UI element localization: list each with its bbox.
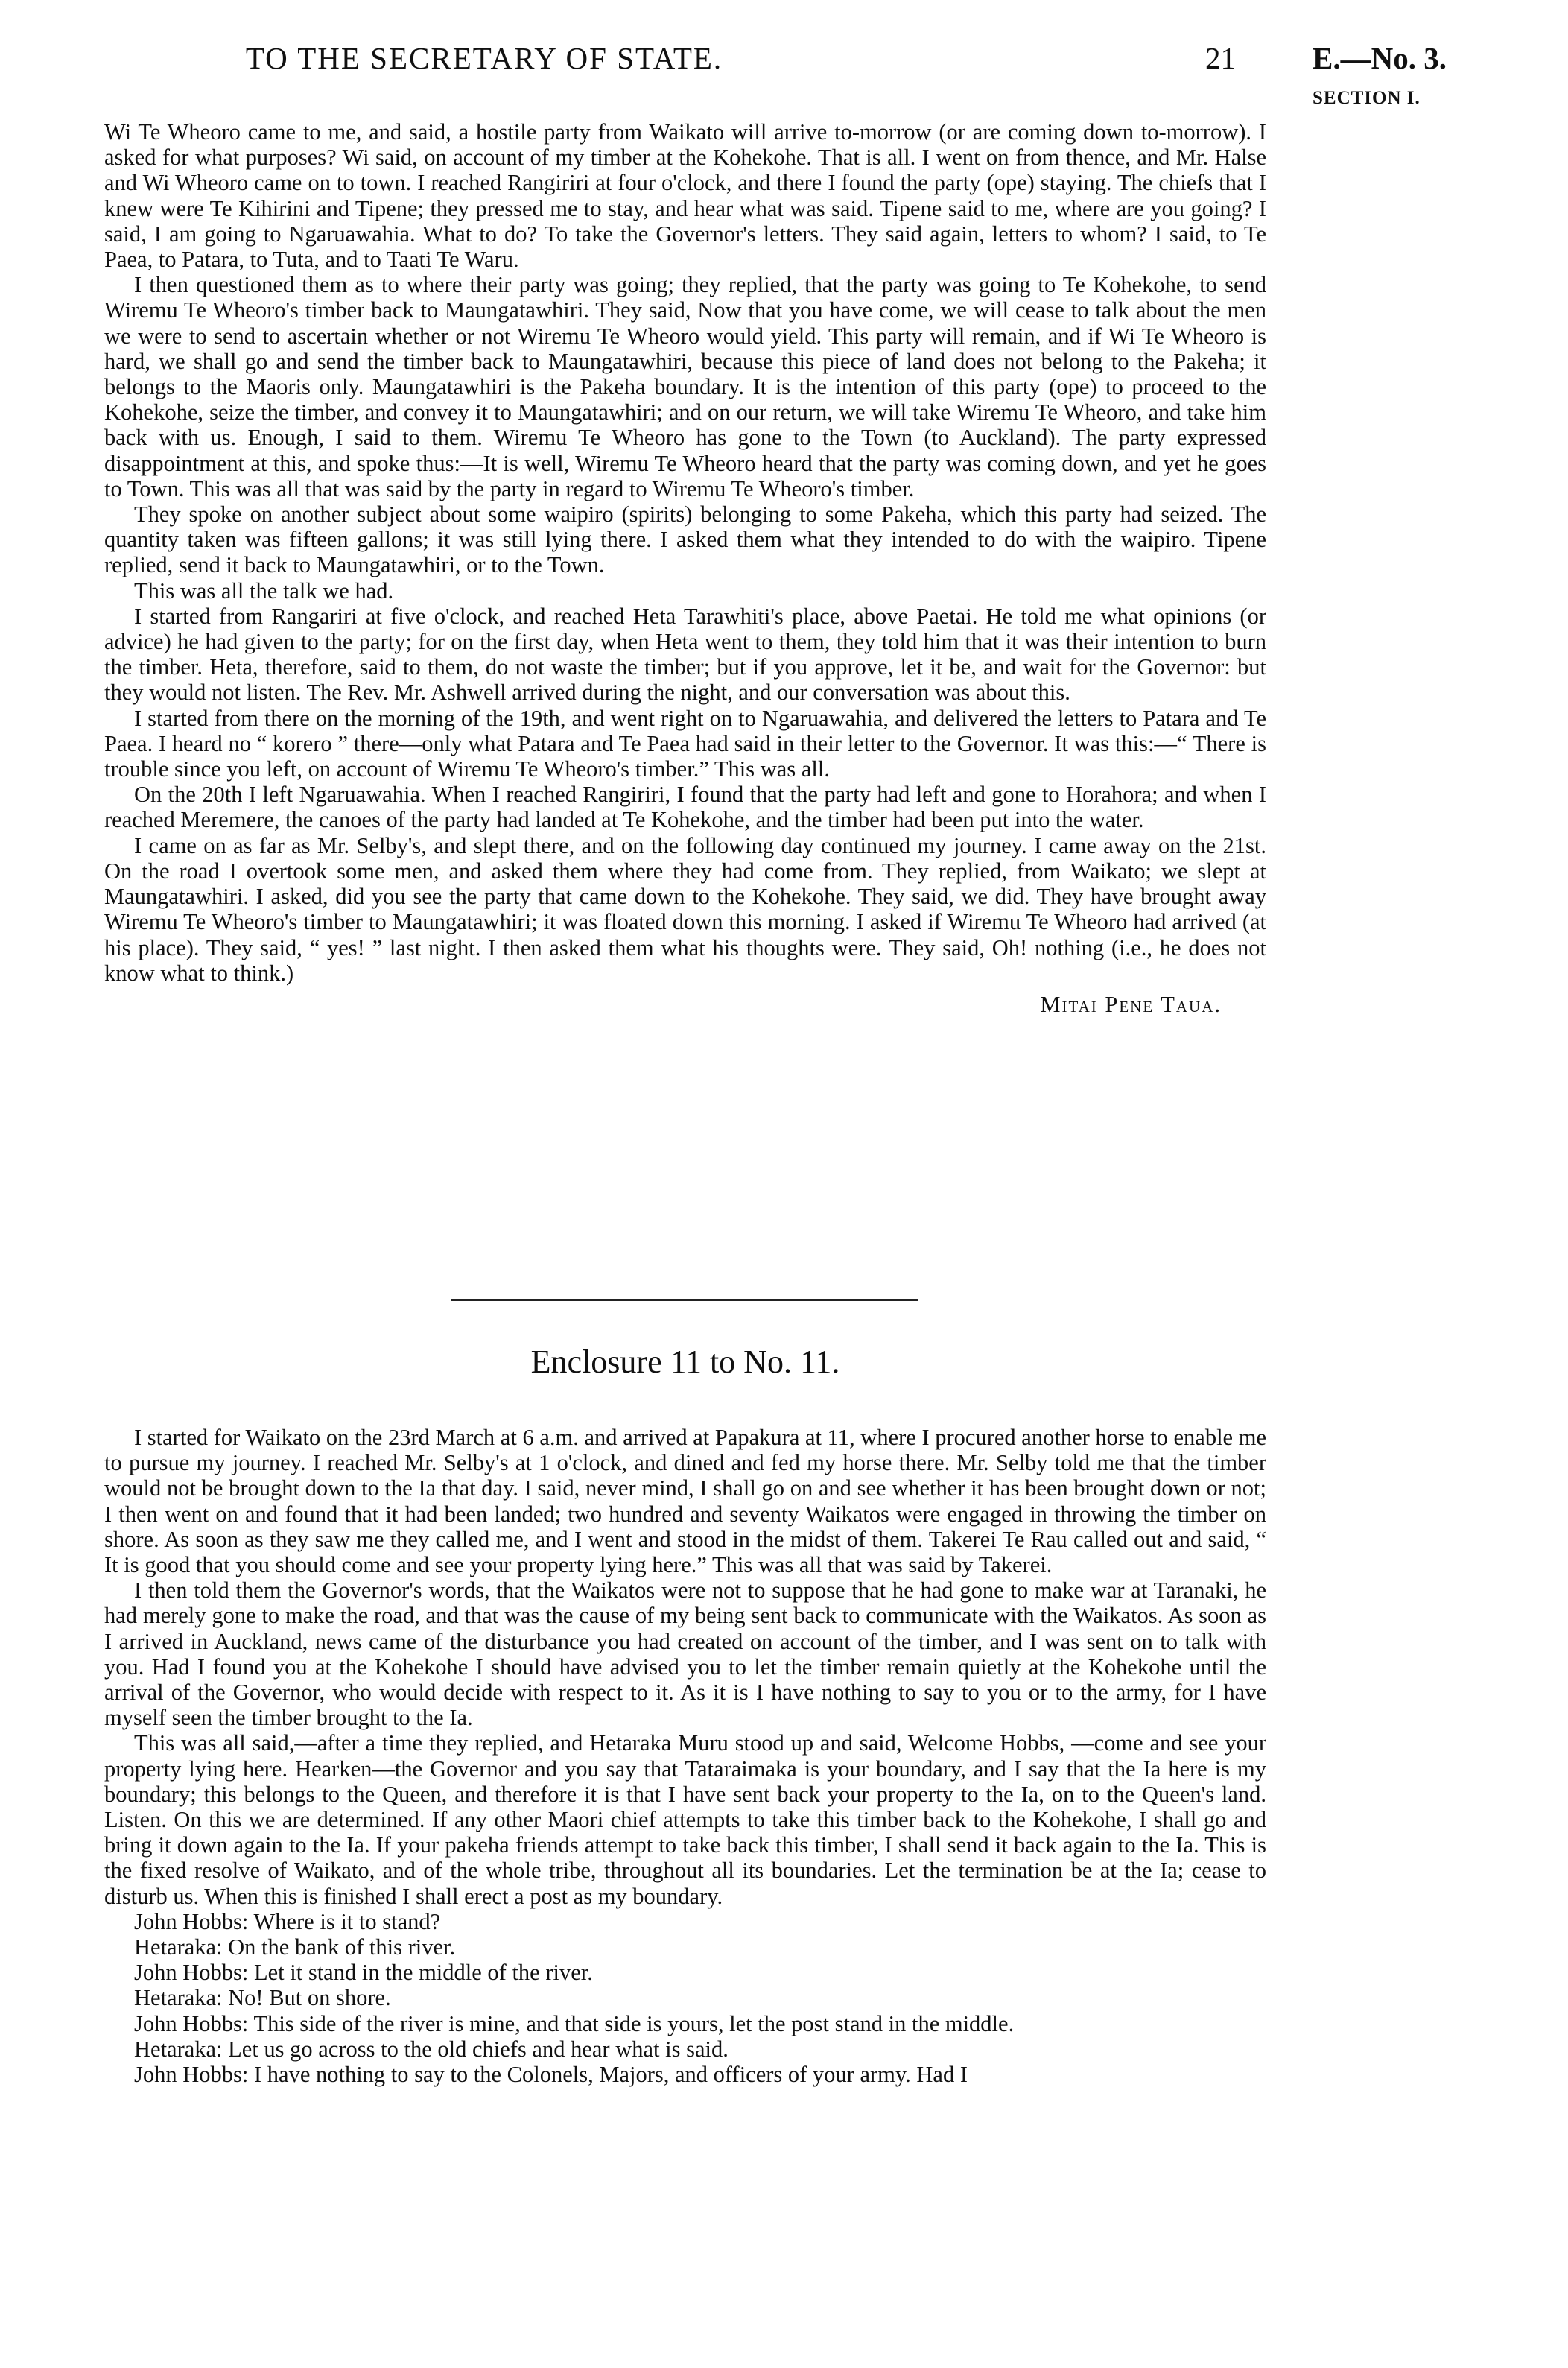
paragraph: On the 20th I left Ngaruawahia. When I reached Rangiriri, I found that the party had left and gone to Horahora; and when I reached Meremere, the canoes of the party had landed at Te Kohekohe, and the timber had been put into the water. bbox=[104, 782, 1266, 833]
dialogue-line bbox=[104, 1960, 1266, 1985]
document-reference: E.—No. 3. bbox=[1313, 41, 1447, 75]
paragraph: This was all said,—after a time they replied, and Hetaraka Muru stood up and said, Welcome Hobbs, —come and see your property lying here. Hearken—the Governor and you say that Tataraimaka is your boundary, and I say that the Ia here is my boundary; this belongs to the Queen, and therefore it is that I have sent back your property to the Ia, on to the Queen's land. Listen. On this we are determined. If any other Maori chief attempts to take this timber back to the Kohekohe, I shall go and bring it down again to the Ia. If your pakeha friends attempt to take back this timber, I shall send it back again to the Ia. This is the fixed resolve of Waikato, and of the whole tribe, throughout all its boundaries. Let the termination be at the Ia; cease to disturb us. When this is finished I shall erect a post as my boundary. bbox=[104, 1730, 1266, 1909]
page-number: 21 bbox=[1205, 41, 1236, 75]
speaker: John Hobbs: bbox=[134, 1908, 249, 1934]
enclosure-heading: Enclosure 11 to No. 11. bbox=[530, 1343, 840, 1380]
speaker: Hetaraka: bbox=[134, 2036, 223, 2062]
dialogue-line bbox=[104, 1934, 1266, 1960]
signature: Mitai Pene Taua. bbox=[1040, 991, 1222, 1017]
speech: Let it stand in the middle of the river. bbox=[254, 1960, 593, 1986]
speech: This side of the river is mine, and that side is yours, let the post stand in the middle. bbox=[253, 2010, 1015, 2036]
speaker: Hetaraka: bbox=[134, 1985, 223, 2011]
speech: Let us go across to the old chiefs and hear what is said. bbox=[228, 2036, 729, 2062]
speaker: John Hobbs: bbox=[134, 2010, 249, 2036]
paragraph: I started from there on the morning of the 19th, and went right on to Ngaruawahia, and delivered the letters to Patara and Te Paea. I heard no “ korero ” there—only what Patara and Te Paea had said in their letter to the Governor. It was this:—“ There is trouble since you left, on account of Wiremu Te Wheoro's timber.” This was all. bbox=[104, 705, 1266, 782]
paragraph: I came on as far as Mr. Selby's, and slept there, and on the following day continued my journey. I came away on the 21st. On the road I overtook some men, and asked them where they had come from. They replied, from Waikato; we slept at Maungatawhiri. I asked, did you see the party that came down to the Kohekohe. They said, we did. They have brought away Wiremu Te Wheoro's timber to Maungatawhiri; it was floated down this morning. I asked if Wiremu Te Wheoro had arrived (at his place). They said, “ yes! ” last night. I then asked them what his thoughts were. They said, Oh! nothing (i.e., he does not know what to think.) bbox=[104, 832, 1266, 986]
paragraph: I then told them the Governor's words, that the Waikatos were not to suppose that he had gone to make war at Taranaki, he had merely gone to make the road, and that was the cause of my being sent back to communicate with the Waikatos. As soon as I arrived in Auckland, news came of the disturbance you had created on account of the timber, and I was sent on to talk with you. Had I found you at the Kohekohe I should have advised you to let the timber remain quietly at the Kohekohe until the arrival of the Governor, who would decide with respect to it. As it is I have nothing to say to you or to the army, for I have myself seen the timber brought to the Ia. bbox=[104, 1577, 1266, 1731]
speech: No! But on shore. bbox=[228, 1985, 391, 2011]
section-divider bbox=[451, 1299, 918, 1301]
paragraph: I started from Rangariri at five o'clock, and reached Heta Tarawhiti's place, above Paetai. He told me what opinions (or advice) he had given to the party; for on the first day, when Heta went to them, they told him that it was their intention to burn the timber. Heta, therefore, said to them, do not waste the timber; but if you approve, let it be, and wait for the Governor: but they would not listen. The Rev. Mr. Ashwell arrived during the night, and our conversation was about this. bbox=[104, 603, 1266, 706]
enclosure-body bbox=[104, 1425, 1266, 2087]
dialogue-line bbox=[104, 1909, 1266, 1934]
speech: On the bank of this river. bbox=[228, 1934, 456, 1960]
dialogue-line bbox=[104, 2011, 1266, 2036]
speech: I have nothing to say to the Colonels, Majors, and officers of your army. Had I bbox=[254, 2062, 968, 2088]
paragraph: They spoke on another subject about some waipiro (spirits) belonging to some Pakeha, which this party had seized. The quantity taken was fifteen gallons; it was still lying there. I asked them what they intended to do with the waipiro. Tipene replied, send it back to Maungatawhiri, or to the Town. bbox=[104, 501, 1266, 578]
speaker: John Hobbs: bbox=[134, 1960, 249, 1986]
paragraph: Wi Te Wheoro came to me, and said, a hostile party from Waikato will arrive to-morrow (or are coming down to-morrow). I asked for what purposes? Wi said, on account of my timber at the Kohekohe. That is all. I went on from thence, and Mr. Halse and Wi Wheoro came on to town. I reached Rangiriri at four o'clock, and there I found the party (ope) staying. The chiefs that I knew were Te Kihirini and Tipene; they pressed me to stay, and hear what was said. Tipene said to me, where are you going? I said, I am going to Ngaruawahia. What to do? To take the Governor's letters. They said again, letters to whom? I said, to Te Paea, to Patara, to Tuta, and to Taati Te Waru. bbox=[104, 119, 1266, 273]
speech: Where is it to stand? bbox=[253, 1908, 441, 1934]
statement-body bbox=[104, 119, 1266, 1017]
paragraph: This was all the talk we had. bbox=[134, 577, 394, 604]
paragraph: I started for Waikato on the 23rd March at 6 a.m. and arrived at Papakura at 11, where I procured another horse to enable me to pursue my journey. I reached Mr. Selby's at 1 o'clock, and dined and fed my horse there. Mr. Selby told me that the timber would not be brought down to the Ia that day. I said, never mind, I shall go on and see whether it has been brought down or not; I then went on and found that it had been landed; two hundred and seventy Waikatos were engaged in throwing the timber on shore. As soon as they saw me they called me, and I went and stood in the midst of them. Takerei Te Rau called out and said, “ It is good that you should come and see your property lying here.” This was all that was said by Takerei. bbox=[104, 1425, 1266, 1578]
dialogue-line bbox=[104, 2036, 1266, 2062]
speaker: Hetaraka: bbox=[134, 1934, 223, 1960]
running-header-title: TO THE SECRETARY OF STATE. bbox=[245, 41, 723, 75]
speaker: John Hobbs: bbox=[134, 2062, 249, 2088]
section-label: SECTION I. bbox=[1313, 88, 1421, 108]
paragraph: I then questioned them as to where their party was going; they replied, that the party was going to Te Kohekohe, to send Wiremu Te Wheoro's timber back to Maungatawhiri. They said, Now that you have come, we will cease to talk about the men we were to send to ascertain whether or not Wiremu Te Wheoro would yield. This party will remain, and if Wi Te Wheoro is hard, we shall go and send the timber back to Maungatawhiri, because this piece of land does not belong to the Pakeha; it belongs to the Maoris only. Maungatawhiri is the Pakeha boundary. It is the intention of this party (ope) to proceed to the Kohekohe, seize the timber, and convey it to Maungatawhiri; and on our return, we will take Wiremu Te Wheoro, and take him back with us. Enough, I said to them. Wiremu Te Wheoro has gone to the Town (to Auckland). The party expressed disappointment at this, and spoke thus:—It is well, Wiremu Te Wheoro heard that the party was coming down, and yet he goes to Town. This was all that was said by the party in regard to Wiremu Te Wheoro's timber. bbox=[104, 272, 1266, 501]
dialogue-line bbox=[104, 2062, 1266, 2087]
dialogue-line bbox=[104, 1985, 1266, 2010]
